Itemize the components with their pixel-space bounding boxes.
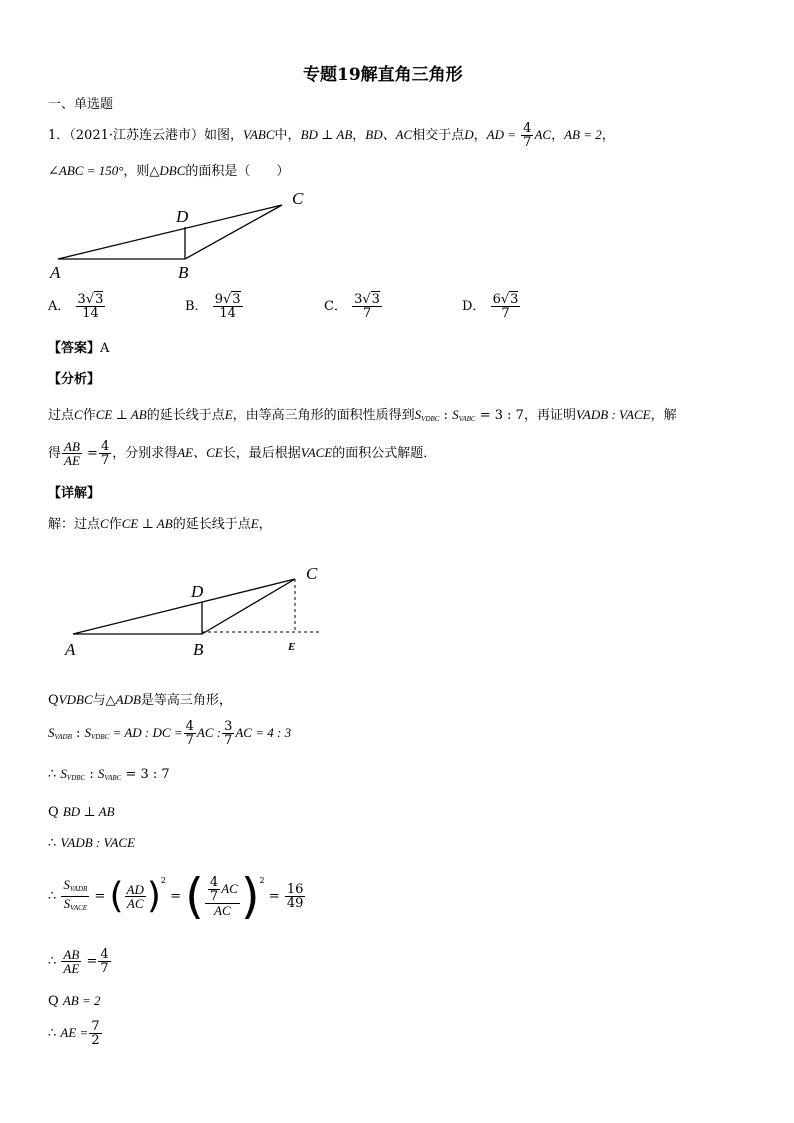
step-text: AC = 4 : 3 [235,725,292,740]
numerator: 3√3 [77,292,104,307]
numerator: 4 [523,121,532,136]
option-b [185,293,244,320]
similarity: VADB : VACE [60,835,136,850]
fraction-4-7 [208,876,220,903]
ad-equation-rhs: AC [534,127,552,142]
analysis-text: : [439,408,453,423]
analysis-text: ，分别求得 [112,446,178,461]
numerator: AD [126,882,144,897]
numerator [205,876,240,904]
area-subscript: VDBC [421,415,440,423]
question-line-1 [48,122,615,149]
step-text: 与△ [92,693,116,708]
step-8 [48,993,100,1009]
coefficient: 3 [354,292,363,307]
triangle-adb: ADB [115,692,141,707]
label-c: C [306,564,318,583]
option-c [324,293,383,320]
ae-equation: AE = [60,1025,89,1040]
fraction-area-ratio [61,878,89,915]
therefore-symbol: ∴ [48,954,57,969]
numerator: 3 [224,719,233,734]
fraction-16-49 [285,883,306,910]
because-symbol: Q [48,805,59,820]
numerator: 6√3 [492,292,519,307]
question-text: 相交于点 [412,128,465,143]
denominator: 7 [100,453,110,468]
bd-perp-ab: BD ⊥ AB [62,804,115,819]
denominator: AC [126,896,144,911]
question-text: 如图， [204,128,244,143]
step-text: = AD : DC = [109,725,183,740]
area-subscript: VABC [104,774,122,782]
denominator: 7 [209,889,219,904]
denominator: 7 [100,961,109,976]
detail-text: 解：过点 [48,517,101,532]
step-5 [48,835,135,851]
denominator: 7 [523,135,532,150]
ac: AC [221,881,238,896]
fraction-nested [205,876,240,917]
question-text: 中， [274,128,301,143]
area-s: S [97,766,105,781]
analysis-text: 的延长线于点 [146,408,225,423]
numerator: 4 [209,875,219,890]
question-text: ，则△ [123,164,160,179]
area-subscript: VACE [70,904,88,912]
step-9 [48,1020,103,1047]
area-s: S [63,877,70,892]
coefficient: 6 [492,292,501,307]
ce-perp-ab: CE ⊥ AB [95,407,147,422]
numerator: AB [63,947,80,962]
question-line-2 [48,160,289,179]
point-d: D [464,127,474,142]
denominator: 7 [185,733,194,748]
fraction-ab-ae [62,440,82,467]
denominator [61,897,89,915]
numerator: 4 [185,719,194,734]
numerator: 4 [100,947,109,962]
question-source: （2021·江苏连云港市） [69,128,204,143]
right-paren: ) [146,875,161,917]
triangle-dbc: DBC [159,163,186,178]
question-number: 1． [48,128,70,143]
numerator: 16 [286,882,304,897]
denominator: 7 [501,306,510,321]
ratio: = 3 : 7 [475,408,524,423]
similarity: VADB : VACE [575,407,651,422]
exponent: 2 [259,876,265,885]
ad-equation: AD = [486,127,517,142]
because-symbol: Q [48,693,59,708]
therefore-symbol: ∴ [48,836,57,851]
therefore-symbol: ∴ [48,767,57,782]
ab-equation: AB = 2 [564,127,602,142]
equals: = [90,889,106,904]
option-d [462,293,521,320]
option-label: A． [48,299,71,314]
triangle-ace: VACE [300,445,333,460]
question-text: ， [473,128,487,143]
point-e: E [250,516,259,531]
radicand: 3 [510,292,519,307]
analysis-text: ，解 [650,408,677,423]
area-s: S [48,725,55,740]
area-subscript: VDBC [66,774,86,782]
label-b: B [178,263,189,282]
step-text: = 3 : 7 [121,767,170,782]
numerator: 4 [100,439,110,454]
analysis-line-1 [48,404,677,423]
area-subscript: VADB [54,733,72,741]
denominator: 7 [224,733,233,748]
fraction-4-7 [99,440,111,467]
therefore-symbol: ∴ [48,889,57,904]
analysis-text: 的面积公式解题． [332,446,437,461]
numerator: 9√3 [214,292,241,307]
label-c: C [292,189,304,208]
segment-ac [58,205,282,259]
detail-text: 作 [108,517,122,532]
area-s: S [60,766,67,781]
denominator: 14 [82,306,99,321]
step-3 [48,766,170,782]
detail-line-1 [48,513,272,532]
segments-bd-ac: BD、AC [365,127,413,142]
numerator: 7 [91,1019,100,1034]
segment-bc [202,579,295,634]
fraction-4-7 [98,948,110,975]
area-s: S [84,725,92,740]
option-label: C． [324,299,347,314]
question-text: ， [551,128,565,143]
option-value [491,293,521,320]
step-text: : [71,726,85,741]
coefficient: 9 [214,292,223,307]
analysis-text: 作 [82,408,96,423]
area-s: S [452,407,459,422]
label-d: D [176,207,189,226]
label-a: A [65,640,76,659]
figure-1 [40,185,320,285]
analysis-text: ，由等高三角形的面积性质得到 [232,408,415,423]
fraction-3-7 [222,720,234,747]
point-c: C [74,407,83,422]
denominator: 2 [91,1033,100,1048]
fraction-ad-ac [125,883,146,910]
figure-2 [55,555,345,665]
radicand: 3 [232,292,241,307]
area-s: S [414,407,422,422]
numerator: 3√3 [354,292,380,307]
ce-perp-ab: CE ⊥ AB [121,516,173,531]
equals: = [166,889,182,904]
triangle-abc: VABC [243,127,275,142]
equals: = [82,446,98,461]
radicand: 3 [95,292,104,307]
option-value [76,293,106,320]
area-s: S [63,896,71,911]
because-symbol: Q [48,994,59,1009]
denominator: 14 [219,306,236,321]
point-c: C [100,516,109,531]
left-paren: ( [109,875,124,917]
radicand: 3 [371,292,380,307]
triangle-dbc: VDBC [58,692,93,707]
answer-value: A [100,341,110,356]
exponent: 2 [160,876,166,885]
option-label: B． [185,299,208,314]
analysis-text: 得 [48,446,62,461]
left-paren: ( [185,868,204,925]
step-1 [48,689,232,708]
denominator: 7 [362,306,372,321]
option-label: D． [462,299,486,314]
coefficient: 3 [77,292,86,307]
label-e: E [288,641,296,653]
detail-text: 的延长线于点 [172,517,251,532]
fraction-4-7 [521,122,533,149]
detail-label: 【详解】 [48,486,101,501]
step-text: 是等高三角形， [140,693,232,708]
denominator: AC [214,903,231,918]
step-text: AC : [196,725,222,740]
question-text: ， [352,128,366,143]
denominator: 49 [286,896,304,911]
area-subscript: VADB [69,885,88,893]
step-6 [48,868,306,925]
fraction-7-2 [89,1020,101,1047]
question-text: 的面积是（ ） [185,164,290,179]
step-4 [48,804,115,820]
equals: = [264,889,280,904]
denominator: AE [63,961,80,976]
option-value [352,293,382,320]
section-heading: 一、单选题 [48,97,114,112]
step-text: : [85,767,98,782]
fraction-ab-ae [61,948,81,975]
analysis-text: 过点 [48,408,75,423]
analysis-line-2 [48,440,436,467]
analysis-text: 长，最后根据 [222,446,301,461]
therefore-symbol: ∴ [48,1026,57,1041]
area-subscript: VDBC [91,733,110,741]
segments-ae-ce: AE、CE [177,445,223,460]
answer-line [48,337,109,356]
option-a [48,293,106,320]
analysis-label: 【分析】 [48,372,101,387]
equals: = [82,954,98,969]
detail-text: ， [258,517,272,532]
page-title: 专题19解直角三角形 [303,65,463,85]
numerator [61,878,89,897]
numerator: AB [64,439,80,454]
label-a: A [50,263,61,282]
ab-equation: AB = 2 [62,993,101,1008]
label-b: B [193,640,204,659]
point-e: E [224,407,233,422]
fraction-4-7 [184,720,196,747]
analysis-text: ，再证明 [523,408,576,423]
denominator: AE [64,453,80,468]
answer-label: 【答案】 [48,341,101,356]
area-subscript: VABC [458,415,476,423]
option-value [213,293,243,320]
right-paren: ) [240,868,260,925]
step-7 [48,948,112,975]
step-2 [48,720,291,747]
angle-abc: ∠ABC = 150° [48,163,124,178]
segment-bc [185,205,282,259]
segment-ac [73,579,295,634]
condition-bd-perp-ab: BD ⊥ AB [300,127,353,142]
label-d: D [191,582,204,601]
question-text: ， [601,128,615,143]
